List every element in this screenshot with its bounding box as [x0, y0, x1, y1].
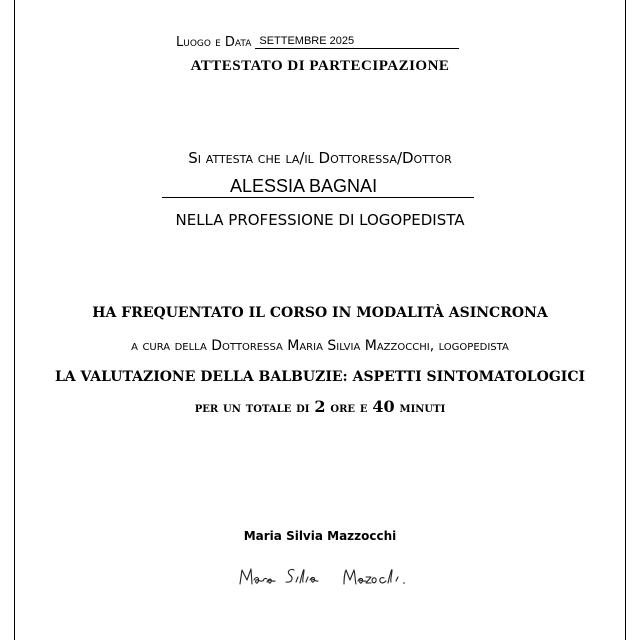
- recipient-profession: NELLA PROFESSIONE DI LOGOPEDISTA: [175, 211, 465, 229]
- recipient-name: ALESSIA BAGNAI: [230, 176, 378, 196]
- recipient-name-field: [162, 173, 474, 198]
- course-title: LA VALUTAZIONE DELLA BALBUZIE: ASPETTI SINTOMATOLOGICI: [54, 369, 586, 385]
- duration-hours: 2: [314, 397, 326, 416]
- certificate-title: ATTESTATO DI PARTECIPAZIONE: [190, 58, 450, 74]
- place-date-row: [176, 33, 459, 49]
- course-duration-line: [0, 397, 640, 418]
- course-attendance-line: HA FREQUENTATO IL CORSO IN MODALITÀ ASINCRONA: [92, 305, 548, 321]
- duration-minutes-unit: minuti: [394, 400, 446, 416]
- place-date-field: [255, 34, 459, 49]
- duration-minutes: 40: [372, 397, 395, 416]
- duration-prefix: per un totale di: [194, 400, 315, 416]
- attestation-line: Si attesta che la/il Dottoressa/Dottor: [188, 149, 452, 167]
- place-date-label: Luogo e Data: [176, 35, 252, 50]
- course-curator-line: a cura della Dottoressa Maria Silvia Mazzocchi, logopedista: [131, 338, 509, 354]
- signer-name: Maria Silvia Mazzocchi: [243, 529, 397, 543]
- duration-hours-unit: ore e: [325, 400, 373, 416]
- place-date-value: SETTEMBRE 2025: [259, 35, 355, 47]
- handwritten-signature: [234, 560, 414, 600]
